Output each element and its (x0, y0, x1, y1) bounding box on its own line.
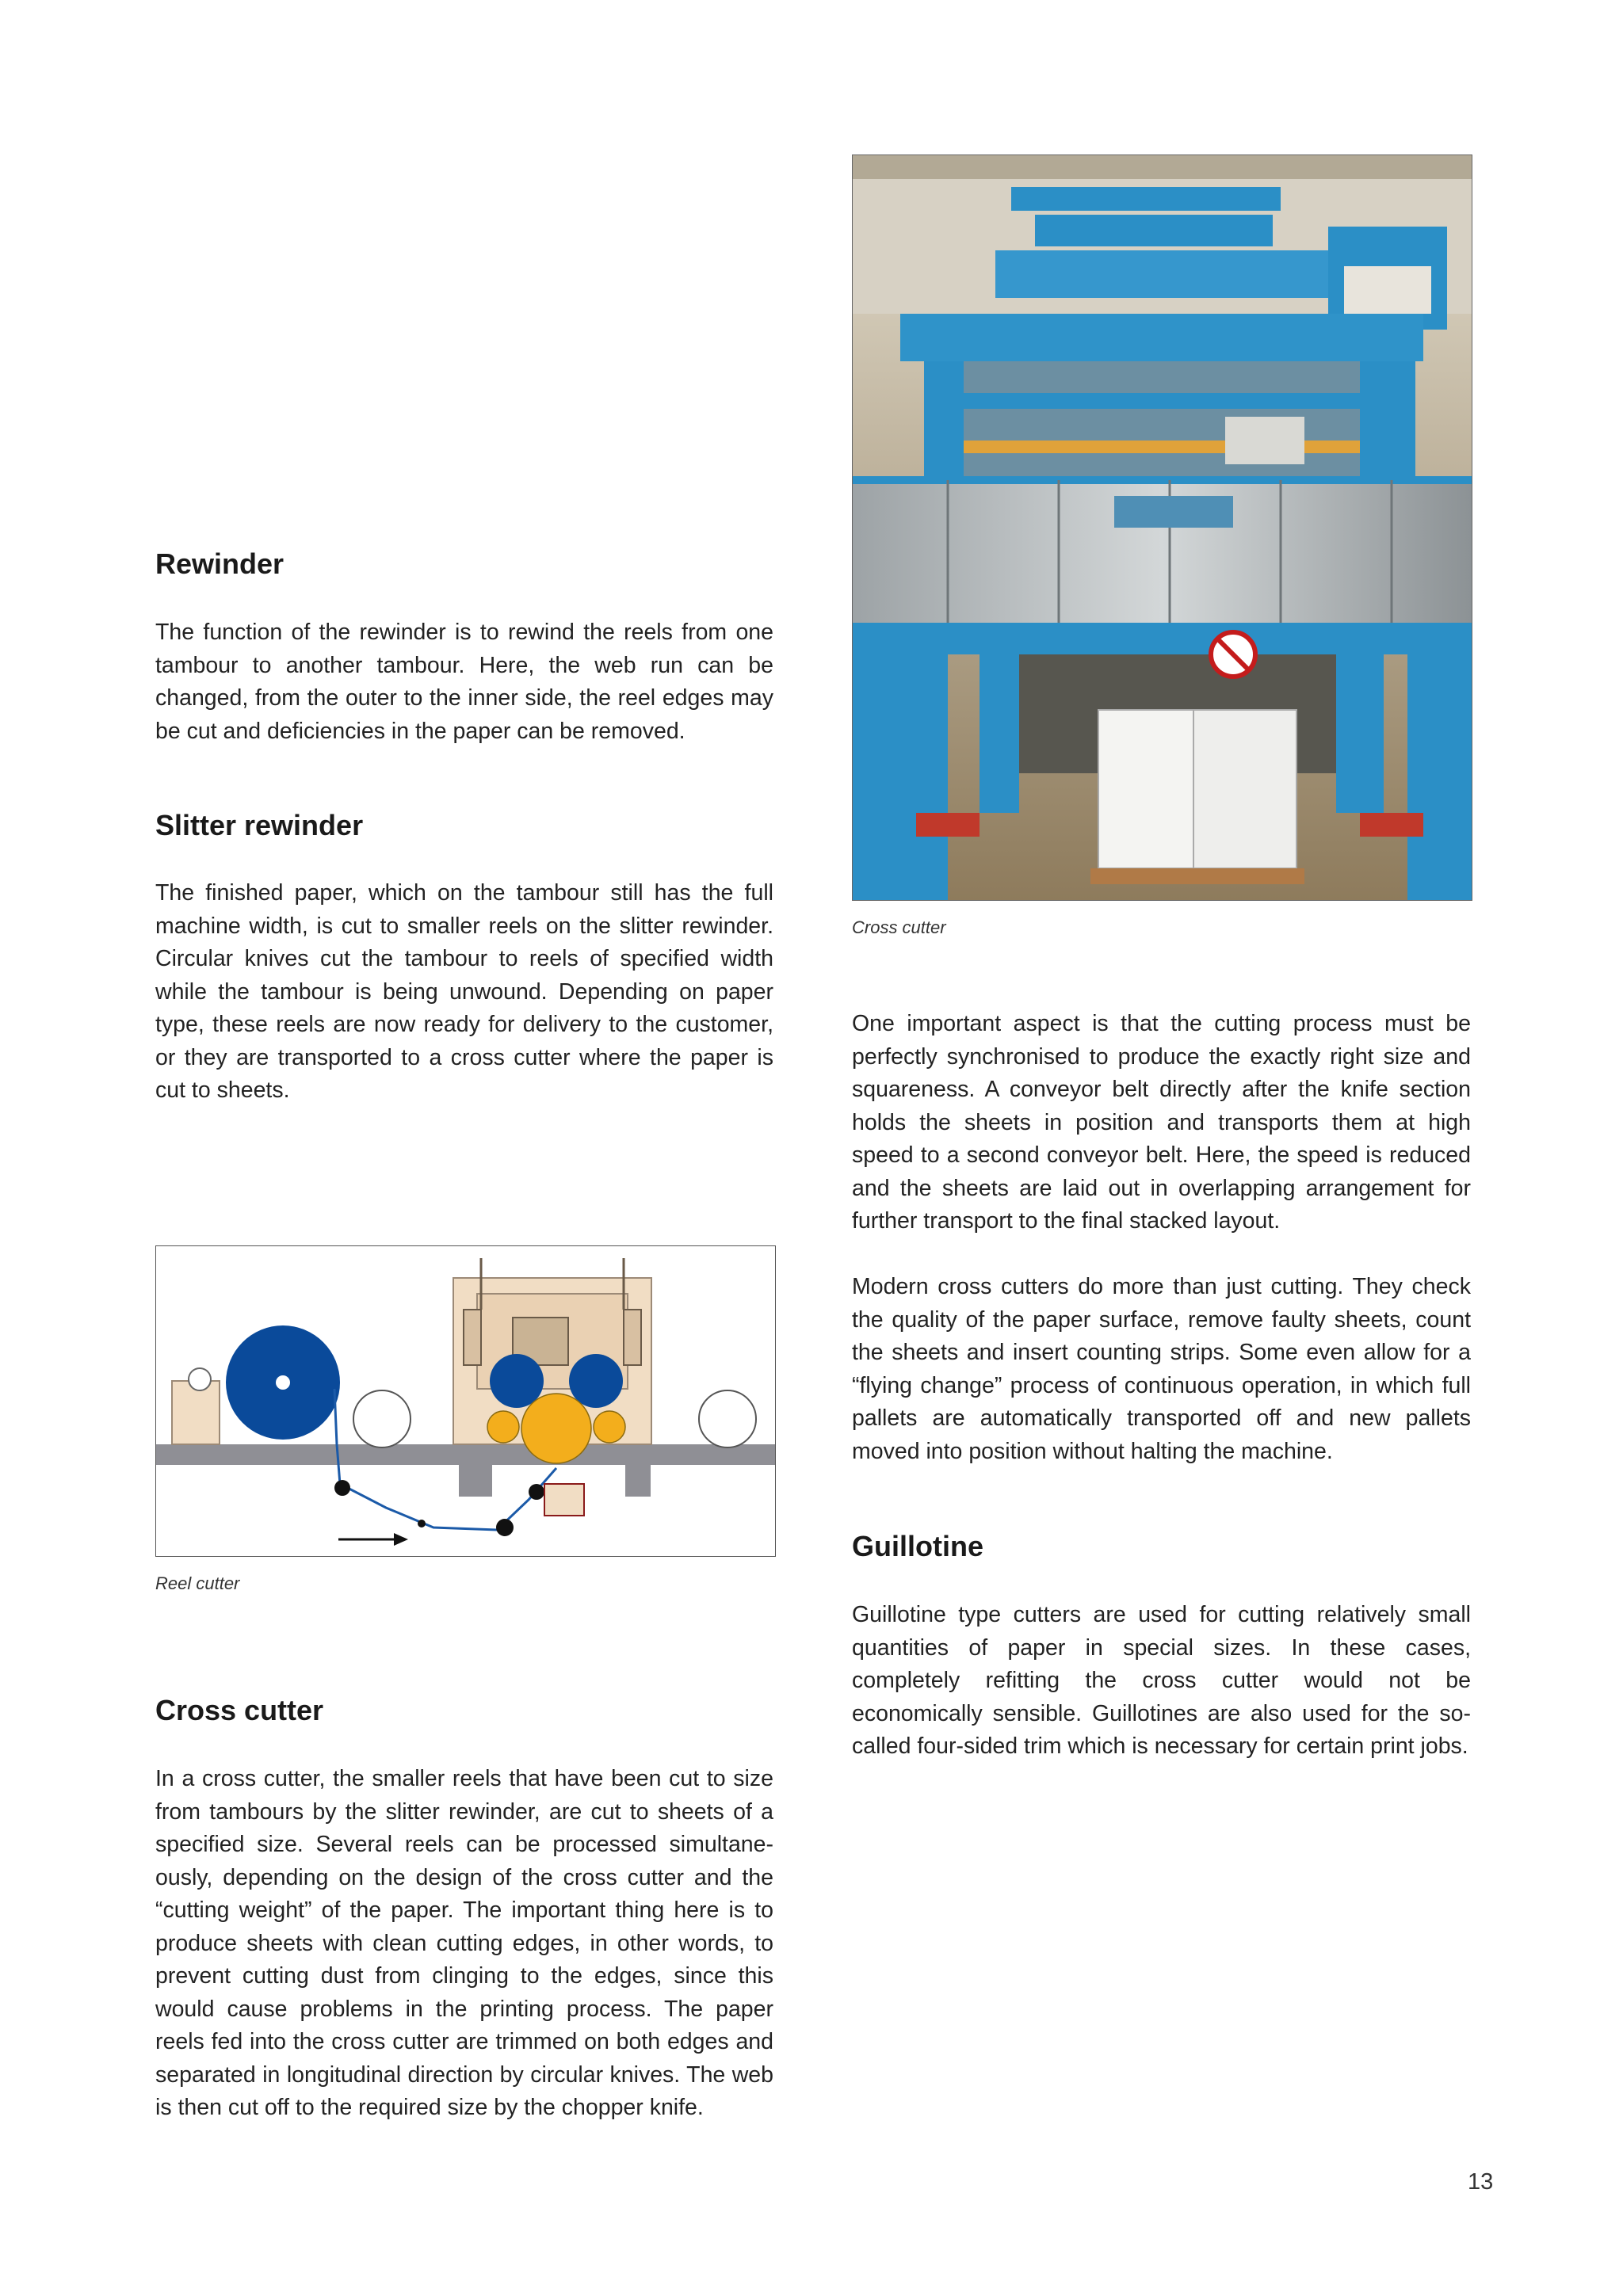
reel-cutter-illustration (156, 1246, 775, 1556)
cross-cutter-heading: Cross cutter (155, 1694, 324, 1726)
synchronisation-paragraph: One important aspect is that the cutting process must be perfectly synchronised to produce the exactly right size and squareness. A conveyor belt directly after the knife section holds the sheets in position and transports them at high speed to a second conveyor belt. Here, the speed is reduced and the sheets are laid out in overlapping arrangement for further transport to the final stacked layout. (852, 1011, 1471, 1234)
cross-cutter-machine-illustration (853, 155, 1472, 900)
rewinder-paragraph: The function of the rewinder is to rewind the reels from one tambour to another tambour. Here, the web run can be changed, from the outer to the inner side, the reel edges may be cut and deficiencies in the paper can be removed. (155, 620, 773, 744)
modern-cross-cutters-paragraph: Modern cross cutters do more than just cutting. They check the quality of the paper surface, remove faulty sheets, count the sheets and insert counting strips. Some even allow for a “flying change” process of continuous operation, in which full pallets are automatically transported off and new pallets moved into position without halting the machine. (852, 1274, 1471, 1464)
page-number: 13 (1468, 2169, 1494, 2195)
cross-cutter-photo (852, 154, 1472, 901)
reel-cutter-caption: Reel cutter (155, 1573, 240, 1593)
cross-cutter-paragraph: In a cross cutter, the smaller reels that have been cut to size from tambours by the slitter rewinder, are cut to sheets of a specified size. Several reels can be processed simultane-ously, depending on the design of the cross cutter and the “cutting weight” of the paper. The important thing here is to produce sheets with clean cutting edges, in other words, to prevent cutting dust from clinging to the edges, since this would cause problems in the printing process. The paper reels fed into the cross cutter are trimmed on both edges and separated in longitudinal direction by circular knives. The web is then cut off to the required size by the chopper knife. (155, 1766, 773, 2120)
guillotine-heading: Guillotine (852, 1530, 983, 1562)
slitter-rewinder-paragraph: The finished paper, which on the tambour still has the full machine width, is cut to smaller reels on the slitter rewinder. Circular knives cut the tambour to reels of specified width while the tambour is being unwound. Depending on paper type, these reels are now ready for delivery to the customer, or they are transported to a cross cutter where the paper is cut to sheets. (155, 880, 773, 1103)
reel-cutter-diagram (155, 1245, 776, 1557)
rewinder-heading: Rewinder (155, 547, 285, 580)
cross-cutter-photo-caption: Cross cutter (852, 917, 946, 937)
guillotine-paragraph: Guillotine type cutters are used for cutting relatively small quantities of paper in special sizes. In these cases, completely refitting the cross cutter would not be economically sensible. Guillotines are also used for the so-called four-sided trim which is necessary for certain print jobs. (852, 1602, 1471, 1759)
slitter-rewinder-heading: Slitter rewinder (155, 809, 364, 841)
